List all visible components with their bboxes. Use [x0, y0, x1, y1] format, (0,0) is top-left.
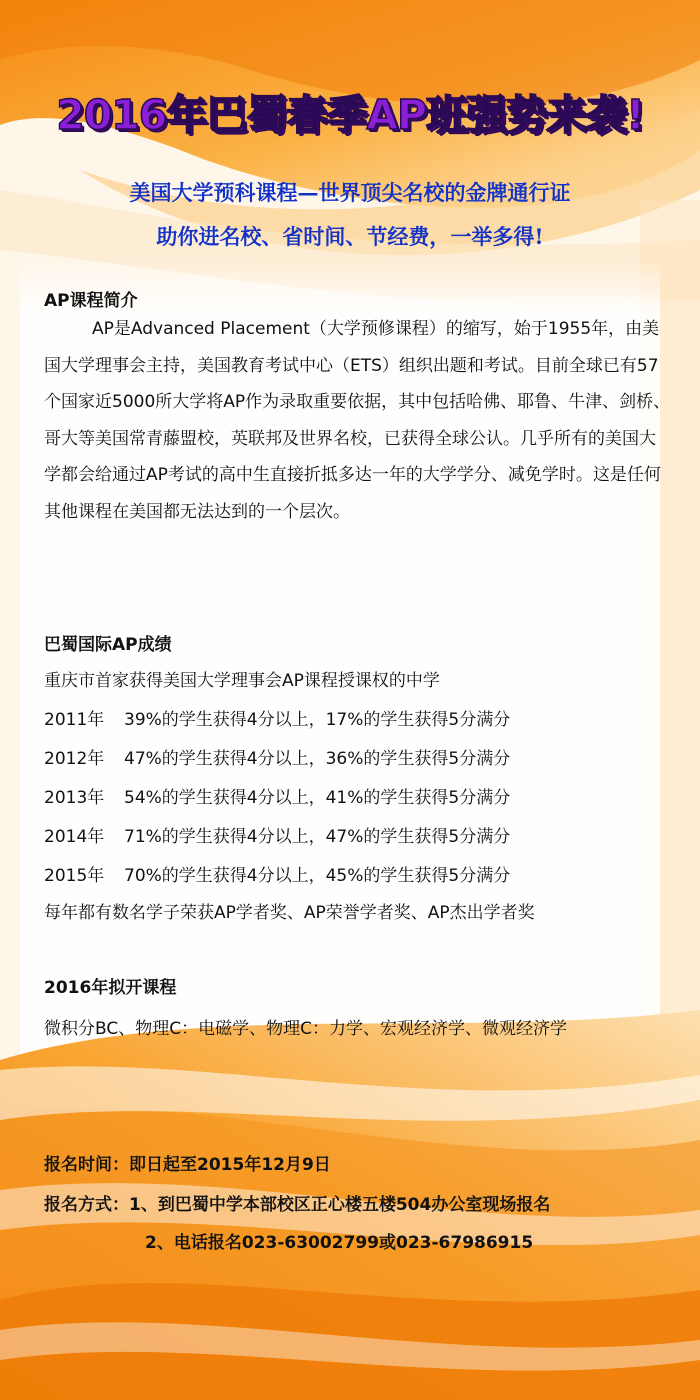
result-row-2012	[44, 744, 510, 769]
result-text: 71%的学生获得4分以上，47%的学生获得5分满分	[124, 827, 511, 847]
intro-body: AP是Advanced Placement（大学预修课程）的缩写，始于1955年，由美国大学理事会主持，美国教育考试中心（ETS）组织出题和考试。目前全球已有57个国家近5000所大学将AP作为录取重要依据，其中包括哈佛、耶鲁、牛津、剑桥、哥大等美国常青藤盟校，英联邦及世界名校，已获得全球公认。几乎所有的美国大学都会给通过AP考试的高中生直接折抵多达一年的大学学分、减免学时。这是任何其他课程在美国都无法达到的一个层次。	[44, 319, 671, 522]
results-section-title: 巴蜀国际AP成绩	[44, 635, 172, 655]
result-text: 70%的学生获得4分以上，45%的学生获得5分满分	[124, 866, 511, 886]
result-year: 2012年	[44, 749, 105, 769]
intro-section-title: AP课程简介	[44, 291, 138, 311]
courses-list: 微积分BC、物理C：电磁学、物理C：力学、宏观经济学、微观经济学	[44, 1019, 567, 1039]
result-year: 2013年	[44, 788, 105, 808]
result-row-2013	[44, 783, 510, 808]
result-year: 2015年	[44, 866, 105, 886]
result-year: 2014年	[44, 827, 105, 847]
result-text: 54%的学生获得4分以上，41%的学生获得5分满分	[124, 788, 511, 808]
result-row-2015	[44, 861, 510, 886]
subtitle-line-2: 助你进名校、省时间、节经费，一举多得!	[156, 224, 544, 249]
intro-paragraph	[44, 311, 672, 530]
registration-method-2: 2、电话报名023-63002799或023-67986915	[145, 1233, 534, 1253]
subtitle-line-1: 美国大学预科课程—世界顶尖名校的金牌通行证	[129, 180, 571, 205]
courses-section-title: 2016年拟开课程	[44, 978, 177, 998]
result-row-2014	[44, 822, 510, 847]
results-first-line: 重庆市首家获得美国大学理事会AP课程授课权的中学	[44, 671, 440, 691]
result-text: 39%的学生获得4分以上，17%的学生获得5分满分	[124, 710, 511, 730]
result-row-2011	[44, 705, 510, 730]
registration-time-value: 即日起至2015年12月9日	[129, 1155, 331, 1175]
registration-method-1: 1、到巴蜀中学本部校区正心楼五楼504办公室现场报名	[129, 1195, 551, 1215]
registration-time-label: 报名时间：	[44, 1155, 129, 1175]
registration-time	[44, 1150, 331, 1175]
headline: 2016年巴蜀春季AP班强势来袭!	[56, 91, 644, 139]
result-text: 47%的学生获得4分以上，36%的学生获得5分满分	[124, 749, 511, 769]
results-last-line: 每年都有数名学子荣获AP学者奖、AP荣誉学者奖、AP杰出学者奖	[44, 903, 535, 923]
result-year: 2011年	[44, 710, 105, 730]
registration-method	[44, 1190, 550, 1215]
registration-method-label: 报名方式：	[44, 1195, 129, 1215]
